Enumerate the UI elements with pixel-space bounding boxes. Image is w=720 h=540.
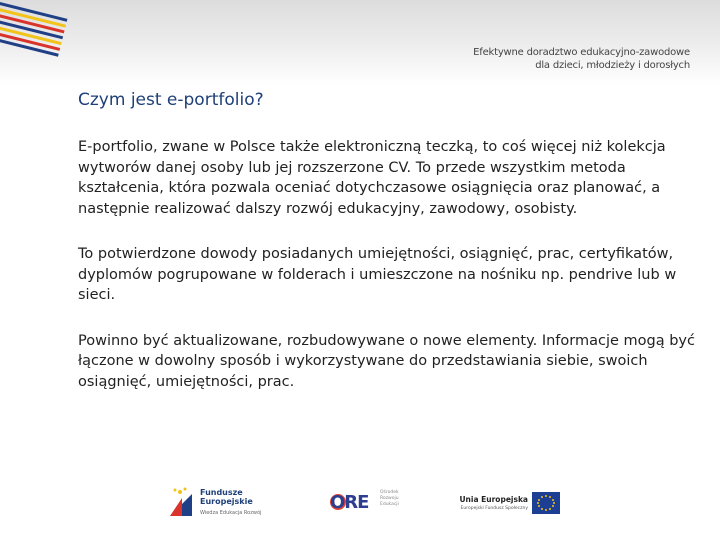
ore-logo xyxy=(330,478,410,526)
ue-logo-line-2: Europejski Fundusz Społeczny xyxy=(460,506,528,511)
unia-europejska-logo xyxy=(448,478,563,526)
fe-logo-subtitle: Wiedza Edukacja Rozwój xyxy=(200,510,262,516)
header-tagline xyxy=(473,46,690,72)
content-body xyxy=(78,137,698,417)
footer-logos xyxy=(0,478,720,528)
fe-logo-text xyxy=(200,488,270,506)
header-line-2: dla dzieci, młodzieży i dorosłych xyxy=(535,60,690,71)
fe-logo-mark-icon xyxy=(168,484,194,518)
fe-logo-line-2: Europejskie xyxy=(200,497,253,506)
header-line-1: Efektywne doradztwo edukacyjno-zawodowe xyxy=(473,47,690,58)
page-title: Czym jest e-portfolio? xyxy=(78,90,264,110)
ore-logo-subtitle: Ośrodek Rozwoju Edukacji xyxy=(380,490,399,507)
eu-flag-icon xyxy=(532,492,560,514)
paragraph-1: E-portfolio, zwane w Polsce także elektroniczną teczką, to coś więcej niż kolekcja wytworów danej osoby lub jej rozszerzone CV. To przede wszystkim metoda kształcenia, która pozwala oceniać dotychczasowe osiągnięcia oraz planować, a następnie realizować dalszy rozwój edukacyjny, zawodowy, osobisty. xyxy=(78,139,666,217)
ue-logo-line-1: Unia Europejska xyxy=(459,495,528,504)
decorative-stripes xyxy=(0,0,90,80)
header-band xyxy=(0,0,720,85)
paragraph-3: Powinno być aktualizowane, rozbudowywane o nowe elementy. Informacje mogą być łączone w dowolny sposób i wykorzystywane do przedstawiania siebie, swoich osiągnięć, umiejętności, prac. xyxy=(78,332,695,390)
fe-logo-line-1: Fundusze xyxy=(200,488,243,497)
paragraph-2: To potwierdzone dowody posiadanych umiejętności, osiągnięć, prac, certyfikatów, dyplomów pogrupowane w folderach i umieszczone na nośniku np. pendrive lub w sieci. xyxy=(78,246,677,303)
ore-logo-text: ORE xyxy=(330,492,369,513)
fundusze-europejskie-logo xyxy=(168,478,268,526)
